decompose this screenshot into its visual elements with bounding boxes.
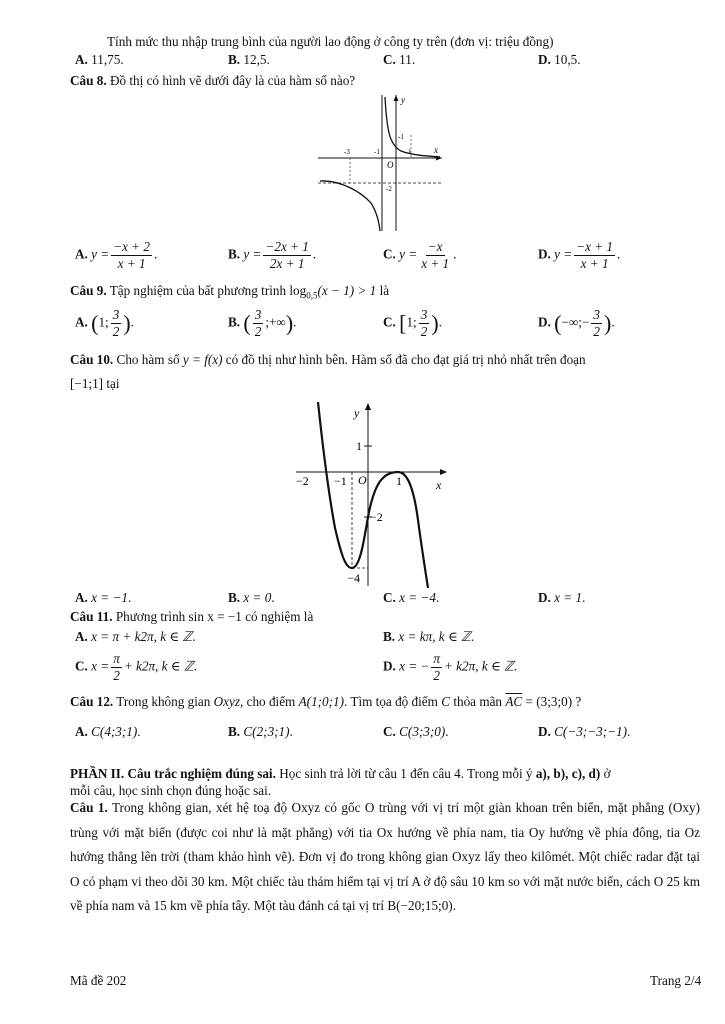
- q8-y-arrow: [394, 95, 399, 101]
- footer-exam-code: Mã đề 202: [70, 973, 127, 988]
- q11-option-d: D. x = − $\frac{\pi}{2}$ + k2π, k ∈ ℤ.: [383, 651, 518, 683]
- q11-question: Câu 11. Phương trình sin x = −1 có nghiệm là: [70, 609, 314, 624]
- q8-option-c: C. y = $\frac{-x}{x + 1}$ .: [383, 239, 457, 271]
- q11-option-b: B. x = kπ, k ∈ ℤ.: [383, 629, 475, 644]
- q7-option-c: C. 11.: [383, 52, 416, 67]
- footer-page-number: Trang 2/4: [650, 973, 702, 988]
- q8-tick-m1: -1: [374, 148, 380, 156]
- q8-tick-p1: 1: [408, 148, 412, 156]
- q8-label-o: O: [387, 160, 394, 170]
- part2-heading: PHẦN II. Câu trắc nghiệm đúng sai. Học sinh trả lời từ câu 1 đến câu 4. Trong mỗi ý a), b), c), d) ở: [70, 766, 611, 781]
- q9-option-a: A. (1; $\frac{3}{2}$ ).: [75, 307, 134, 339]
- q7-option-a: A. 11,75.: [75, 52, 124, 67]
- q10-tick-label-x-m1: −1: [334, 474, 347, 488]
- q10-label-x: x: [436, 478, 442, 492]
- q8-tick-m3: -3: [344, 148, 350, 156]
- part2-q1: Câu 1. Trong không gian, xét hệ toạ độ Oxyz có gốc O trùng với vị trí một giàn khoan trên biển, mặt phẳng (Oxy) trùng với mặt biển (được coi như là mặt phẳng) với tia Ox hướng về phía nam, tia Oy hướng về phía đông, tia Oz hướng thẳng lên trời (tham khảo hình vẽ). Đơn vị đo trong không gian Oxyz lấy theo kilômét. Một chiếc radar đặt tại O có phạm vi theo dõi 30 km. Một chiếc tàu thám hiểm tại vị trí A ở độ sâu 10 km so với mặt nước biển, cách O 25 km về phía nam và 15 km về phía tây. Một tàu đánh cá tại vị trí B(−20;15;0).: [70, 800, 700, 913]
- q9-option-d: D. (−∞;− $\frac{3}{2}$ ).: [538, 307, 615, 339]
- q10-label-o: O: [358, 473, 367, 487]
- q12-question: Câu 12. Trong không gian Oxyz, cho điểm A(1;0;1). Tìm tọa độ điểm C thỏa mãn $\overline{AC}$ = (3;3;0) ?: [70, 694, 582, 709]
- q8-option-b: B. y = $\frac{-2x + 1}{2x + 1}$ .: [228, 239, 317, 271]
- q10-tick-label-x-m2: −2: [296, 474, 309, 488]
- q10-tick-label-y-m4: −4: [347, 571, 360, 585]
- q10-option-a: A. x = −1.: [75, 590, 132, 605]
- q9-option-b: B. ( $\frac{3}{2}$ ;+∞).: [228, 307, 297, 339]
- q7-option-d: D. 10,5.: [538, 52, 581, 67]
- q10-option-b: B. x = 0.: [228, 590, 275, 605]
- part2-intro-line2: mỗi câu, học sinh chọn đúng hoặc sai.: [70, 783, 272, 798]
- q10-y-arrow: [365, 403, 371, 410]
- q8-option-a: A. y = $\frac{-x + 2}{x + 1}$ .: [75, 239, 158, 271]
- q11-option-c: C. x = $\frac{\pi}{2}$ + k2π, k ∈ ℤ.: [75, 651, 197, 683]
- q10-tick-label-y-m2: −2: [370, 510, 383, 524]
- q12-option-b: B. C(2;3;1).: [228, 724, 293, 739]
- q11-option-a: A. x = π + k2π, k ∈ ℤ.: [75, 629, 196, 644]
- q8-option-d: D. y = $\frac{-x + 1}{x + 1}$ .: [538, 239, 621, 271]
- q12-option-a: A. C(4;3;1).: [75, 724, 141, 739]
- q10-graph: [290, 400, 452, 590]
- q12-option-c: C. C(3;3;0).: [383, 724, 449, 739]
- q10-question-line2: [−1;1] tại: [70, 376, 120, 391]
- q8-graph: [316, 93, 446, 233]
- q9-option-c: C. [1; $\frac{3}{2}$ ).: [383, 307, 442, 339]
- q10-question-line1: Câu 10. Cho hàm số y = f(x) có đồ thị như hình bên. Hàm số đã cho đạt giá trị nhỏ nhất trên đoạn: [70, 352, 586, 367]
- q12-option-d: D. C(−3;−3;−1).: [538, 724, 631, 739]
- q10-x-arrow: [440, 469, 447, 475]
- q10-label-y: y: [354, 406, 360, 420]
- q10-option-c: C. x = −4.: [383, 590, 440, 605]
- q10-tick-label-x1: 1: [396, 474, 402, 488]
- q8-question: Câu 8. Đồ thị có hình vẽ dưới đây là của hàm số nào?: [70, 73, 356, 88]
- q10-option-d: D. x = 1.: [538, 590, 586, 605]
- q7-option-b: B. 12,5.: [228, 52, 270, 67]
- q10-curve: [318, 402, 428, 588]
- q8-curve-right: [385, 97, 440, 157]
- q8-label-y: y: [401, 95, 405, 105]
- q10-tick-label-y1: 1: [356, 439, 362, 453]
- q8-curve-left: [320, 181, 380, 231]
- q8-tick-y1: -1: [398, 133, 404, 141]
- q8-label-x: x: [434, 145, 438, 155]
- q9-question: Câu 9. Tập nghiệm của bất phương trình $\log_{0,5}(x - 1) > 1$ là: [70, 283, 390, 301]
- q8-tick-y-m2: -2: [386, 185, 392, 193]
- q7-text: Tính mức thu nhập trung bình của người lao động ở công ty trên (đơn vị: triệu đồng): [107, 34, 554, 49]
